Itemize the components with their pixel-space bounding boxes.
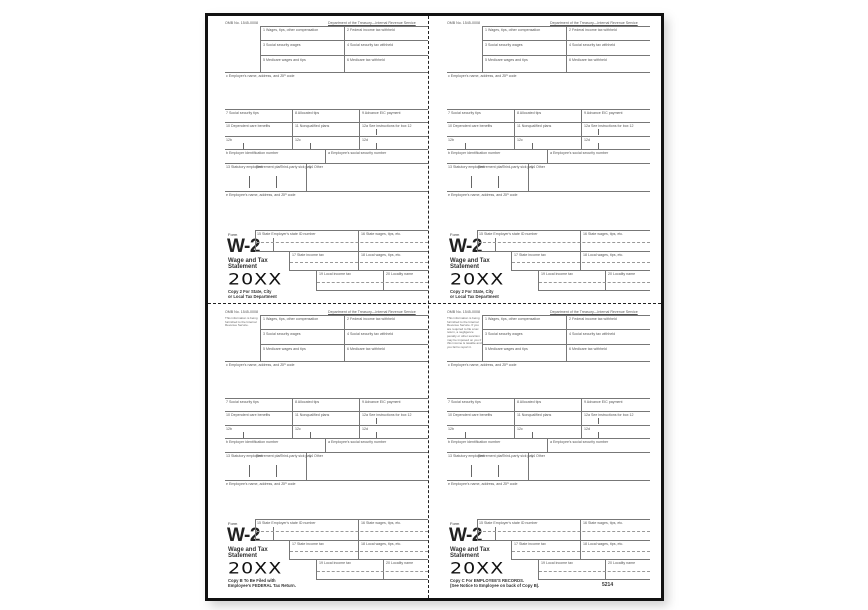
box-11-label: 11 Nonqualified plans: [517, 124, 552, 128]
rule: [511, 540, 512, 559]
rule: [566, 315, 567, 361]
dept-treasury: Department of the Treasury—Internal Revenue Service: [550, 310, 638, 314]
box-10-label: 10 Dependent care benefits: [448, 124, 493, 128]
tick: [598, 129, 599, 135]
form-title-2: Statement: [450, 264, 480, 270]
rule: [255, 230, 428, 231]
box-12d-label: 12d: [362, 427, 368, 431]
box-20-label: 20 Locality name: [608, 561, 636, 565]
rule: [511, 559, 650, 560]
rule: [260, 55, 428, 56]
rule: [316, 270, 317, 290]
copy-designation-1: Copy 2 For State, City: [228, 289, 272, 294]
box-12d-label: 12d: [584, 427, 590, 431]
rule: [447, 480, 650, 481]
box-18-label: 18 Local wages, tips, etc.: [583, 253, 624, 257]
rule: [447, 398, 650, 399]
tick: [498, 465, 499, 477]
tick: [249, 176, 250, 188]
box-12c-label: 12c: [295, 427, 301, 431]
tick: [598, 143, 599, 149]
rule: [581, 109, 582, 149]
form-label: Form: [450, 232, 460, 237]
rule: [580, 230, 581, 270]
tick: [249, 465, 250, 477]
tick: [471, 465, 472, 477]
rule: [580, 519, 581, 559]
form-label: Form: [228, 521, 238, 526]
box-6-label: 6 Medicare tax withheld: [569, 58, 607, 62]
rule: [325, 438, 326, 452]
box-9-label: 9 Advance EIC payment: [362, 111, 401, 115]
rule: [447, 122, 650, 123]
rule: [316, 579, 428, 580]
fill-line: [539, 282, 650, 283]
box-4-label: 4 Social security tax withheld: [347, 43, 394, 47]
tick: [276, 465, 277, 477]
box-12c-label: 12c: [517, 138, 523, 142]
box-b-label: b Employer identification number: [448, 440, 501, 444]
tax-year: 20XX: [450, 559, 505, 578]
rule: [482, 329, 650, 330]
box-19-label: 19 Local income tax: [541, 561, 573, 565]
rule: [383, 559, 384, 579]
tick: [465, 432, 466, 438]
rule: [255, 230, 256, 251]
catalog-number: 5214: [602, 582, 614, 588]
box-8-label: 8 Allocated tips: [295, 111, 320, 115]
box-15-label: 15 State Employer's state ID number: [257, 232, 316, 236]
horizontal-perforation: [208, 303, 661, 304]
box-c-label: c Employer's name, address, and ZIP code: [448, 363, 517, 367]
rule: [547, 149, 548, 163]
omb-number: OMB No. 1545-0008: [447, 310, 480, 314]
form-title-1: Wage and Tax: [450, 547, 490, 553]
box-12b-label: 12b: [226, 427, 232, 431]
tick: [532, 143, 533, 149]
fill-line: [512, 551, 650, 552]
rule: [292, 109, 293, 149]
box-a-label: a Employee's social security number: [328, 151, 387, 155]
box-b-label: b Employer identification number: [226, 151, 279, 155]
irs-notice: This information is being furnished to the Internal Revenue Service.: [225, 316, 258, 328]
omb-number: OMB No. 1545-0008: [447, 21, 480, 25]
box-11-label: 11 Nonqualified plans: [517, 413, 552, 417]
box-13-retirement: Retirement plan: [256, 454, 282, 458]
box-a-label: a Employee's social security number: [550, 440, 609, 444]
copy-designation-2: or Local Tax Department: [228, 294, 277, 299]
rule: [225, 72, 428, 73]
box-16-label: 16 State wages, tips, etc.: [361, 232, 402, 236]
box-17-label: 17 State income tax: [514, 542, 546, 546]
copy-designation-2: or Local Tax Department: [450, 294, 499, 299]
tick: [532, 432, 533, 438]
rule: [482, 26, 483, 72]
rule: [225, 398, 428, 399]
rule: [225, 109, 428, 110]
form-name: W-2: [227, 525, 260, 546]
box-14-label: 14 Other: [531, 165, 545, 169]
box-a-label: a Employee's social security number: [550, 151, 609, 155]
box-5-label: 5 Medicare wages and tips: [263, 58, 306, 62]
rule: [260, 26, 428, 27]
box-1-label: 1 Wages, tips, other compensation: [485, 28, 541, 32]
box-7-label: 7 Social security tips: [448, 400, 481, 404]
rule: [260, 344, 428, 345]
rule: [225, 191, 428, 192]
w2-form-sheet: [205, 13, 664, 601]
tax-year: 20XX: [450, 270, 505, 289]
rule: [260, 315, 261, 361]
box-18-label: 18 Local wages, tips, etc.: [583, 542, 624, 546]
dept-treasury: Department of the Treasury—Internal Revenue Service: [328, 21, 416, 25]
box-6-label: 6 Medicare tax withheld: [347, 347, 385, 351]
tax-year: 20XX: [228, 559, 283, 578]
rule: [514, 398, 515, 438]
box-3-label: 3 Social security wages: [485, 43, 523, 47]
fill-line: [478, 531, 650, 532]
copy-designation-1: Copy 2 For State, City: [450, 289, 494, 294]
rule: [225, 411, 428, 412]
box-12c-label: 12c: [295, 138, 301, 142]
box-13-sickpay: Third-party sick pay: [280, 165, 312, 169]
rule: [225, 149, 428, 150]
rule: [477, 251, 650, 252]
rule: [289, 251, 290, 270]
rule: [255, 519, 428, 520]
rule: [447, 136, 650, 137]
fill-line: [256, 242, 428, 243]
copy-designation-1: Copy B To Be Filed with: [228, 578, 276, 583]
fill-line: [317, 282, 428, 283]
rule: [477, 519, 478, 540]
form-name: W-2: [449, 525, 482, 546]
box-c-label: c Employer's name, address, and ZIP code: [226, 363, 295, 367]
box-14-label: 14 Other: [309, 454, 323, 458]
form-title-1: Wage and Tax: [228, 258, 268, 264]
box-13-label: 13 Statutory employee: [448, 165, 484, 169]
tick: [498, 176, 499, 188]
form-label: Form: [228, 232, 238, 237]
tax-year: 20XX: [228, 270, 283, 289]
box-e-label: e Employee's name, address, and ZIP code: [448, 482, 518, 486]
box-e-label: e Employee's name, address, and ZIP code: [226, 482, 296, 486]
box-a-label: a Employee's social security number: [328, 440, 387, 444]
rule: [225, 122, 428, 123]
rule: [547, 438, 548, 452]
dept-treasury: Department of the Treasury—Internal Revenue Service: [328, 310, 416, 314]
rule: [344, 26, 345, 72]
form-title-2: Statement: [228, 553, 258, 559]
rule: [447, 109, 650, 110]
box-1-label: 1 Wages, tips, other compensation: [485, 317, 541, 321]
box-17-label: 17 State income tax: [292, 253, 324, 257]
rule: [495, 238, 496, 251]
rule: [581, 398, 582, 438]
form-title-2: Statement: [450, 553, 480, 559]
box-2-label: 2 Federal income tax withheld: [569, 317, 617, 321]
box-1-label: 1 Wages, tips, other compensation: [263, 28, 319, 32]
rule: [359, 109, 360, 149]
box-4-label: 4 Social security tax withheld: [569, 332, 616, 336]
rule: [538, 270, 539, 290]
rule: [344, 315, 345, 361]
box-4-label: 4 Social security tax withheld: [347, 332, 394, 336]
box-9-label: 9 Advance EIC payment: [584, 111, 623, 115]
box-10-label: 10 Dependent care benefits: [448, 413, 493, 417]
rule: [538, 579, 650, 580]
rule: [273, 527, 274, 540]
rule: [447, 411, 650, 412]
box-12a-label: 12a See instructions for box 12: [362, 413, 412, 417]
box-5-label: 5 Medicare wages and tips: [485, 347, 528, 351]
copy-2-top-right: [430, 16, 650, 303]
fill-line: [317, 571, 428, 572]
rule: [482, 344, 650, 345]
rule: [316, 290, 428, 291]
rule: [225, 361, 428, 362]
box-e-label: e Employee's name, address, and ZIP code: [226, 193, 296, 197]
rule: [605, 270, 606, 290]
copy-b: [208, 305, 428, 592]
rule: [255, 251, 428, 252]
form-label: Form: [450, 521, 460, 526]
box-b-label: b Employer identification number: [448, 151, 501, 155]
rule: [482, 26, 650, 27]
form-title-1: Wage and Tax: [450, 258, 490, 264]
omb-number: OMB No. 1545-0008: [225, 310, 258, 314]
box-9-label: 9 Advance EIC payment: [584, 400, 623, 404]
rule: [260, 315, 428, 316]
tick: [471, 176, 472, 188]
box-12a-label: 12a See instructions for box 12: [584, 413, 634, 417]
tick: [243, 143, 244, 149]
box-20-label: 20 Locality name: [608, 272, 636, 276]
box-12b-label: 12b: [226, 138, 232, 142]
box-e-label: e Employee's name, address, and ZIP code: [448, 193, 518, 197]
box-4-label: 4 Social security tax withheld: [569, 43, 616, 47]
copy-designation-2: Employee's FEDERAL Tax Return.: [228, 583, 296, 588]
box-15-label: 15 State Employer's state ID number: [479, 232, 538, 236]
box-12c-label: 12c: [517, 427, 523, 431]
box-12b-label: 12b: [448, 427, 454, 431]
box-13-retirement: Retirement plan: [478, 454, 504, 458]
rule: [482, 40, 650, 41]
rule: [273, 238, 274, 251]
rule: [225, 425, 428, 426]
box-8-label: 8 Allocated tips: [295, 400, 320, 404]
tick: [376, 432, 377, 438]
rule: [225, 438, 428, 439]
fill-line: [290, 551, 428, 552]
box-18-label: 18 Local wages, tips, etc.: [361, 542, 402, 546]
copy-2-top-left: [208, 16, 428, 303]
rule: [316, 559, 317, 579]
tick: [243, 432, 244, 438]
rule: [225, 163, 428, 164]
box-6-label: 6 Medicare tax withheld: [569, 347, 607, 351]
rule: [447, 452, 650, 453]
rule: [477, 230, 650, 231]
fill-line: [478, 242, 650, 243]
box-2-label: 2 Federal income tax withheld: [569, 28, 617, 32]
box-12a-label: 12a See instructions for box 12: [584, 124, 634, 128]
fill-line: [539, 571, 650, 572]
tick: [376, 129, 377, 135]
rule: [358, 230, 359, 270]
rule: [225, 480, 428, 481]
copy-designation-1: Copy C For EMPLOYEE'S RECORDS.: [450, 578, 525, 583]
fill-line: [290, 262, 428, 263]
box-20-label: 20 Locality name: [386, 272, 414, 276]
tick: [310, 143, 311, 149]
form-name: W-2: [449, 236, 482, 257]
box-12d-label: 12d: [362, 138, 368, 142]
box-13-sickpay: Third-party sick pay: [280, 454, 312, 458]
box-15-label: 15 State Employer's state ID number: [257, 521, 316, 525]
rule: [447, 191, 650, 192]
rule: [289, 540, 290, 559]
box-13-sickpay: Third-party sick pay: [502, 454, 534, 458]
box-c-label: c Employer's name, address, and ZIP code: [226, 74, 295, 78]
fill-line: [512, 262, 650, 263]
box-19-label: 19 Local income tax: [541, 272, 573, 276]
tick: [310, 432, 311, 438]
rule: [447, 163, 650, 164]
rule: [605, 559, 606, 579]
rule: [260, 40, 428, 41]
rule: [260, 329, 428, 330]
box-10-label: 10 Dependent care benefits: [226, 124, 271, 128]
rule: [225, 136, 428, 137]
box-3-label: 3 Social security wages: [263, 43, 301, 47]
rule: [482, 55, 650, 56]
box-9-label: 9 Advance EIC payment: [362, 400, 401, 404]
rule: [255, 519, 256, 540]
box-12d-label: 12d: [584, 138, 590, 142]
rule: [289, 270, 428, 271]
box-1-label: 1 Wages, tips, other compensation: [263, 317, 319, 321]
box-19-label: 19 Local income tax: [319, 561, 351, 565]
rule: [447, 72, 650, 73]
rule: [325, 149, 326, 163]
box-8-label: 8 Allocated tips: [517, 400, 542, 404]
box-16-label: 16 State wages, tips, etc.: [583, 232, 624, 236]
box-12b-label: 12b: [448, 138, 454, 142]
box-b-label: b Employer identification number: [226, 440, 279, 444]
rule: [538, 559, 539, 579]
box-17-label: 17 State income tax: [292, 542, 324, 546]
rule: [447, 425, 650, 426]
box-16-label: 16 State wages, tips, etc.: [361, 521, 402, 525]
rule: [495, 527, 496, 540]
box-13-retirement: Retirement plan: [256, 165, 282, 169]
box-2-label: 2 Federal income tax withheld: [347, 317, 395, 321]
rule: [482, 315, 483, 361]
box-19-label: 19 Local income tax: [319, 272, 351, 276]
rule: [511, 270, 650, 271]
fill-line: [256, 531, 428, 532]
rule: [359, 398, 360, 438]
box-3-label: 3 Social security wages: [485, 332, 523, 336]
rule: [477, 540, 650, 541]
rule: [447, 361, 650, 362]
tick: [376, 418, 377, 424]
tick: [598, 432, 599, 438]
box-7-label: 7 Social security tips: [226, 111, 259, 115]
box-8-label: 8 Allocated tips: [517, 111, 542, 115]
vertical-perforation: [428, 16, 429, 598]
box-20-label: 20 Locality name: [386, 561, 414, 565]
rule: [477, 230, 478, 251]
box-7-label: 7 Social security tips: [226, 400, 259, 404]
box-11-label: 11 Nonqualified plans: [295, 124, 330, 128]
box-13-retirement: Retirement plan: [478, 165, 504, 169]
dept-treasury: Department of the Treasury—Internal Revenue Service: [550, 21, 638, 25]
box-14-label: 14 Other: [531, 454, 545, 458]
rule: [477, 519, 650, 520]
tick: [276, 176, 277, 188]
form-title-1: Wage and Tax: [228, 547, 268, 553]
box-18-label: 18 Local wages, tips, etc.: [361, 253, 402, 257]
box-2-label: 2 Federal income tax withheld: [347, 28, 395, 32]
box-15-label: 15 State Employer's state ID number: [479, 521, 538, 525]
tick: [598, 418, 599, 424]
rule: [255, 540, 428, 541]
box-11-label: 11 Nonqualified plans: [295, 413, 330, 417]
rule: [447, 149, 650, 150]
box-5-label: 5 Medicare wages and tips: [263, 347, 306, 351]
rule: [260, 26, 261, 72]
box-13-label: 13 Statutory employee: [226, 454, 262, 458]
box-13-label: 13 Statutory employee: [226, 165, 262, 169]
rule: [538, 290, 650, 291]
box-7-label: 7 Social security tips: [448, 111, 481, 115]
form-title-2: Statement: [228, 264, 258, 270]
box-13-label: 13 Statutory employee: [448, 454, 484, 458]
rule: [289, 559, 428, 560]
box-6-label: 6 Medicare tax withheld: [347, 58, 385, 62]
box-5-label: 5 Medicare wages and tips: [485, 58, 528, 62]
form-name: W-2: [227, 236, 260, 257]
rule: [447, 438, 650, 439]
box-10-label: 10 Dependent care benefits: [226, 413, 271, 417]
copy-c: [430, 305, 650, 592]
rule: [514, 109, 515, 149]
rule: [511, 251, 512, 270]
rule: [225, 452, 428, 453]
box-17-label: 17 State income tax: [514, 253, 546, 257]
box-14-label: 14 Other: [309, 165, 323, 169]
box-16-label: 16 State wages, tips, etc.: [583, 521, 624, 525]
rule: [292, 398, 293, 438]
box-13-sickpay: Third-party sick pay: [502, 165, 534, 169]
rule: [383, 270, 384, 290]
box-3-label: 3 Social security wages: [263, 332, 301, 336]
omb-number: OMB No. 1545-0008: [225, 21, 258, 25]
rule: [566, 26, 567, 72]
irs-notice: This information is being furnished to the Internal Revenue Service. If you are required to file a tax return, a negligence penalty or other sanction may be imposed on you if this income is taxable and you fail to report it.: [447, 316, 482, 349]
tick: [376, 143, 377, 149]
box-c-label: c Employer's name, address, and ZIP code: [448, 74, 517, 78]
rule: [482, 315, 650, 316]
box-12a-label: 12a See instructions for box 12: [362, 124, 412, 128]
rule: [358, 519, 359, 559]
tick: [465, 143, 466, 149]
copy-designation-2: (See Notice to Employee on back of Copy B).: [450, 583, 540, 588]
